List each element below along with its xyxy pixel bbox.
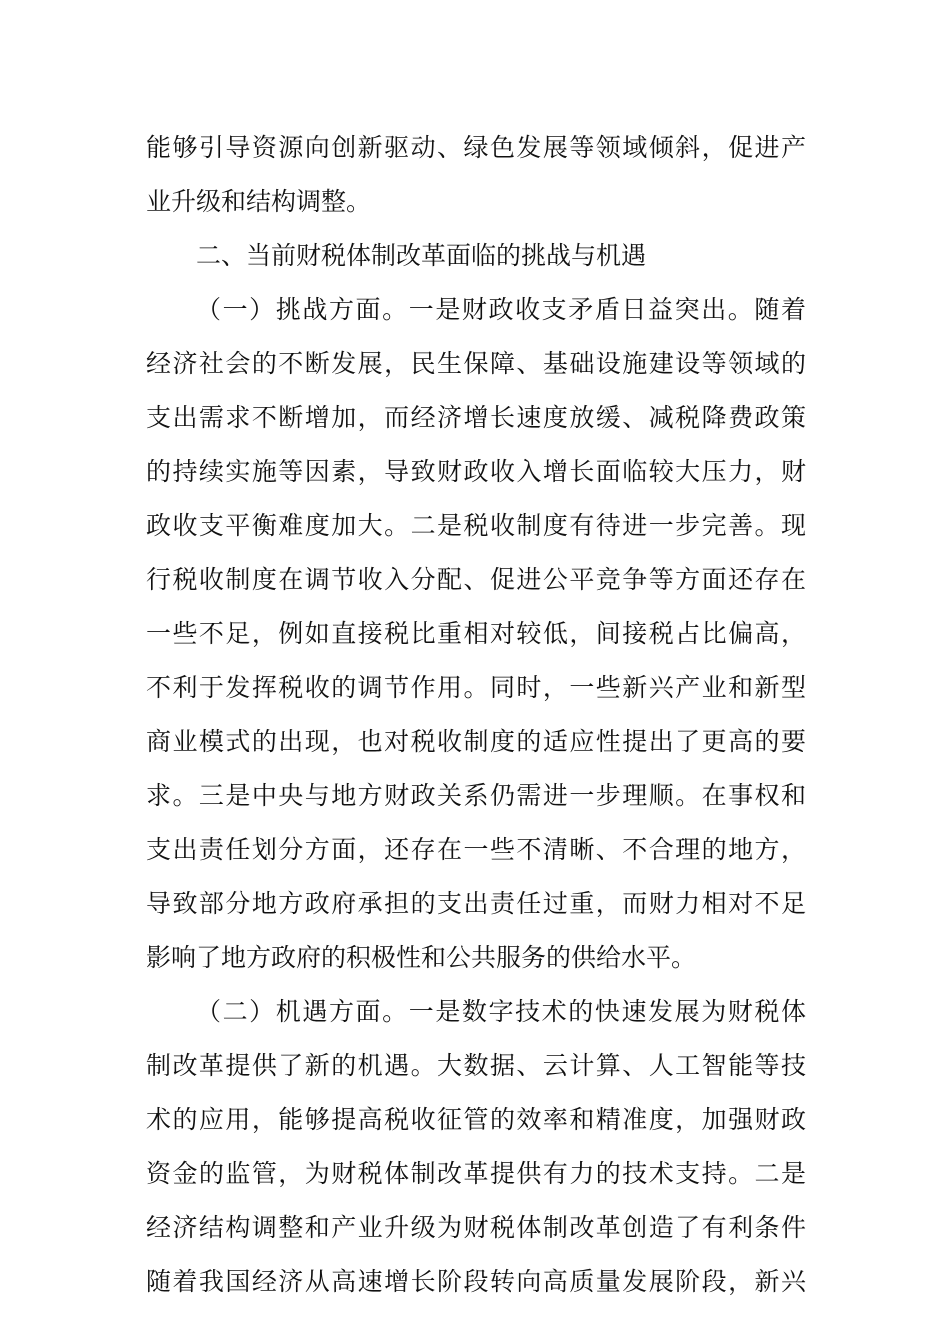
body-text-line: 求。三是中央与地方财政关系仍需进一步理顺。在事权和 [146, 781, 806, 810]
body-text-line: 政收支平衡难度加大。二是税收制度有待进一步完善。现 [146, 511, 806, 540]
subsection-heading-challenges: （一）挑战方面。一是财政收支矛盾日益突出。随着 [196, 295, 806, 324]
body-text-line: 导致部分地方政府承担的支出责任过重，而财力相对不足 [146, 889, 806, 918]
body-text-line: 的持续实施等因素，导致财政收入增长面临较大压力，财 [146, 457, 806, 486]
body-text-line: 能够引导资源向创新驱动、绿色发展等领域倾斜，促进产 [146, 133, 806, 162]
body-text-line: 经济社会的不断发展，民生保障、基础设施建设等领域的 [146, 349, 806, 378]
section-heading: 二、当前财税体制改革面临的挑战与机遇 [196, 241, 647, 270]
body-text-line: 业升级和结构调整。 [146, 187, 372, 216]
body-text-line: 行税收制度在调节收入分配、促进公平竞争等方面还存在 [146, 565, 806, 594]
body-text-line: 经济结构调整和产业升级为财税体制改革创造了有利条件 [146, 1213, 806, 1242]
subsection-heading-opportunities: （二）机遇方面。一是数字技术的快速发展为财税体 [196, 997, 806, 1026]
body-text-line: 影响了地方政府的积极性和公共服务的供给水平。 [146, 943, 697, 972]
body-text-line: 制改革提供了新的机遇。大数据、云计算、人工智能等技 [146, 1051, 806, 1080]
body-text-line: 一些不足，例如直接税比重相对较低，间接税占比偏高， [146, 619, 806, 648]
body-text-line: 资金的监管，为财税体制改革提供有力的技术支持。二是 [146, 1159, 806, 1188]
body-text-line: 商业模式的出现，也对税收制度的适应性提出了更高的要 [146, 727, 806, 756]
body-text-line: 支出需求不断增加，而经济增长速度放缓、减税降费政策 [146, 403, 806, 432]
body-text-line: 不利于发挥税收的调节作用。同时，一些新兴产业和新型 [146, 673, 806, 702]
body-text-line: 术的应用，能够提高税收征管的效率和精准度，加强财政 [146, 1105, 806, 1134]
body-text-line: 随着我国经济从高速增长阶段转向高质量发展阶段，新兴 [146, 1267, 806, 1296]
body-text-line: 支出责任划分方面，还存在一些不清晰、不合理的地方， [146, 835, 806, 864]
